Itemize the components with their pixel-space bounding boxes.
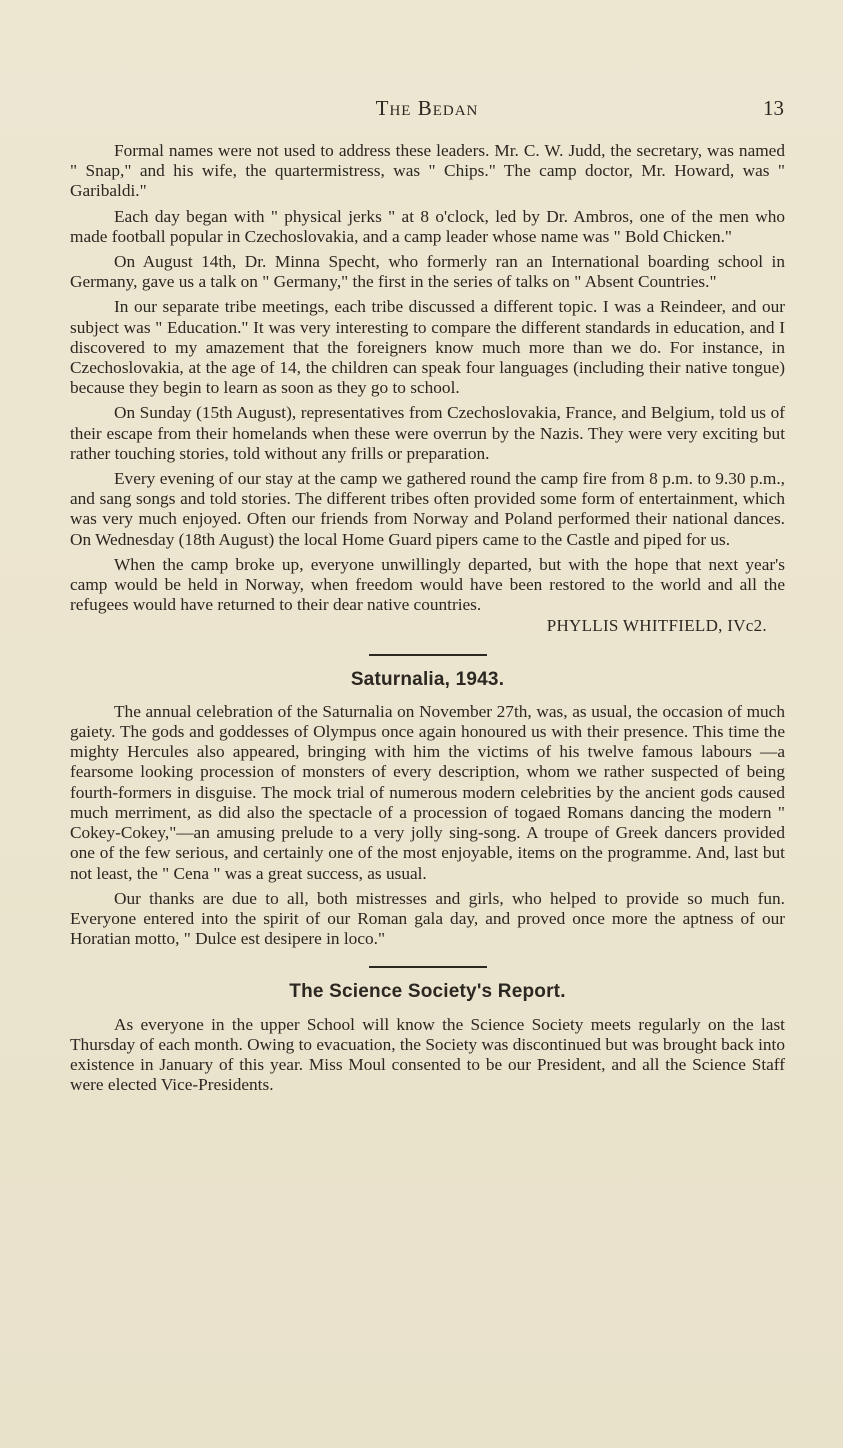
saturnalia-paragraph-1: The annual celebration of the Saturnalia on November 27th, was, as usual, the occasion of much gaiety. The gods and goddesses of Olympus once again honoured us with their presence. This time the mighty Hercules also appeared, bringing with him the victims of his twelve famous labours —a fearsome looking procession of monsters of every description, whom we rather suspected of being fourth-formers in disguise. The mock trial of numerous modern celebrities by the ancient gods caused much merriment, as did also the spectacle of a procession of togaed Romans dancing the modern " Cokey-Cokey,"—an amusing prelude to a very jolly sing-song. A troupe of Greek dancers provided one of the few serious, and certainly one of the most enjoyable, items on the programme. And, last but not least, the " Cena " was a great success, as usual. <box>70 701 785 883</box>
science-society-heading: The Science Society's Report. <box>289 981 566 1003</box>
running-title: The Bedan <box>375 96 479 120</box>
author-signature: PHYLLIS WHITFIELD, IVc2. <box>546 616 767 636</box>
intro-paragraph-7: When the camp broke up, everyone unwillingly departed, but with the hope that next year's camp would be held in Norway, when freedom would have been restored to the world and all the refugees would have returned to their dear native countries. <box>70 554 785 615</box>
intro-paragraph-6: Every evening of our stay at the camp we gathered round the camp fire from 8 p.m. to 9.30 p.m., and sang songs and told stories. The different tribes often provided some form of entertainment, which was very much enjoyed. Often our friends from Norway and Poland performed their national dances. On Wednesday (18th August) the local Home Guard pipers came to the Castle and piped for us. <box>70 469 785 549</box>
page-number: 13 <box>763 96 784 120</box>
intro-paragraph-5: On Sunday (15th August), representatives from Czechoslovakia, France, and Belgium, told us of their escape from their homelands when these were overrun by the Nazis. They were very exciting but rather touching stories, told without any frills or preparation. <box>70 403 785 463</box>
section-divider <box>369 654 487 656</box>
running-head <box>70 96 784 126</box>
intro-paragraph-3: On August 14th, Dr. Minna Specht, who formerly ran an International boarding school in Germany, gave us a talk on " Germany," the first in the series of talks on " Absent Countries." <box>70 252 785 292</box>
intro-paragraph-1: Formal names were not used to address these leaders. Mr. C. W. Judd, the secretary, was named " Snap," and his wife, the quartermistress, was " Chips." The camp doctor, Mr. Howard, was " Garibaldi." <box>70 141 785 201</box>
intro-paragraph-2: Each day began with " physical jerks " at 8 o'clock, led by Dr. Ambros, one of the men who made football popular in Czechoslovakia, and a camp leader whose name was " Bold Chicken." <box>70 206 785 246</box>
section-divider <box>369 966 487 968</box>
article-body <box>70 141 785 1100</box>
intro-paragraph-4: In our separate tribe meetings, each tribe discussed a different topic. I was a Reindeer, and our subject was " Education." It was very interesting to compare the different standards in education, and I discovered to my amazement that the foreigners know much more than we do. For instance, in Czechoslovakia, at the age of 14, the children can speak four languages (including their native tongue) because they begin to learn as soon as they go to school. <box>70 297 785 398</box>
science-paragraph-1: As everyone in the upper School will know the Science Society meets regularly on the last Thursday of each month. Owing to evacuation, the Society was discontinued but was brought back into existence in January of this year. Miss Moul consented to be our President, and all the Science Staff were elected Vice-Presidents. <box>70 1014 785 1095</box>
saturnalia-paragraph-2: Our thanks are due to all, both mistresses and girls, who helped to provide so much fun. Everyone entered into the spirit of our Roman gala day, and proved once more the aptness of our Horatian motto, " Dulce est desipere in loco." <box>70 888 785 949</box>
saturnalia-heading: Saturnalia, 1943. <box>350 668 505 690</box>
